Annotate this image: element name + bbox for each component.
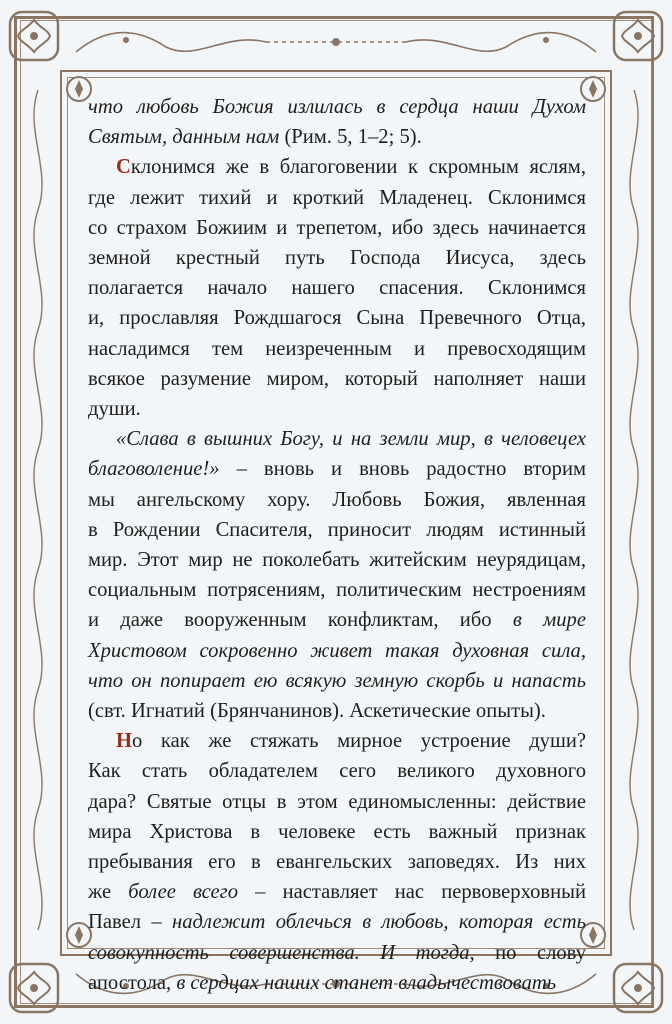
drop-cap-letter: Н: [116, 730, 133, 753]
italic-text-segment: что он попирает ею всякую земную скорбь и напасть: [88, 669, 586, 692]
text-line: [88, 938, 586, 968]
drop-cap-letter: С: [116, 156, 131, 179]
text-line: [88, 726, 586, 756]
text-line: [88, 92, 586, 122]
text-segment: со страхом Божиим и трепетом, ибо здесь начинается: [88, 216, 586, 239]
italic-text-segment: в сердцах наших станет владычествовать: [176, 971, 557, 994]
corner-ornament-top-left-icon: [4, 6, 64, 66]
text-line: [88, 394, 586, 424]
text-segment: Как стать обладателем сего великого духовного: [88, 760, 586, 783]
text-segment: дара? Святые отцы в этом единомысленны: действие: [88, 790, 586, 813]
paragraph: [88, 92, 586, 152]
text-segment: мир. Этот мир не поколебать житейским неурядицам,: [88, 549, 586, 572]
text-segment: клонимся же в благоговении к скромным яслям,: [130, 156, 586, 179]
corner-ornament-bottom-left-icon: [4, 958, 64, 1018]
corner-ornament-top-right-icon: [608, 6, 668, 66]
text-line: [88, 243, 586, 273]
text-line: [88, 696, 586, 726]
text-segment: всякое разумение миром, который наполняет наши: [88, 367, 586, 390]
text-segment: в Рождении Спасителя, приносит людям истинный: [88, 518, 586, 541]
paragraph: [88, 726, 586, 998]
text-line: [88, 877, 586, 907]
italic-text-segment: Святым, данным нам: [88, 126, 285, 149]
paragraph: [88, 424, 586, 726]
text-segment: пребывания его в евангельских заповедях. Из них: [88, 851, 586, 874]
text-segment: Павел –: [88, 911, 173, 934]
top-scroll-ornament-icon: [66, 22, 606, 66]
text-segment: – наставляет нас первоверховный: [238, 881, 586, 904]
text-line: [88, 152, 586, 182]
text-line: [88, 847, 586, 877]
italic-text-segment: «Слава в вышних Богу, и на земли мир, в человецех: [116, 428, 586, 451]
text-segment: социальным потрясениям, политическим нестроениям: [88, 579, 586, 602]
text-segment: мира Христова в человеке есть важный признак: [88, 820, 586, 843]
text-line: [88, 334, 586, 364]
italic-text-segment: что любовь Божия излилась в сердца наши Духом: [88, 96, 586, 118]
text-line: [88, 485, 586, 515]
document-text-body: [88, 92, 586, 998]
paragraph: [88, 152, 586, 424]
text-line: [88, 545, 586, 575]
text-line: [88, 636, 586, 666]
italic-text-segment: надлежит облечься в любовь, которая есть: [172, 911, 586, 934]
text-segment: (свт. Игнатий (Брянчанинов). Аскетические опыты).: [88, 700, 546, 723]
italic-text-segment: совокупность совершенства. И тогда,: [88, 941, 475, 964]
right-side-scroll-ornament-icon: [616, 90, 652, 930]
text-segment: о как же стяжать мирное устроение души?: [132, 730, 586, 753]
italic-text-segment: благоволение!»: [88, 458, 220, 481]
text-line: [88, 122, 586, 152]
text-segment: насладимся тем неизреченным и превосходящим: [88, 337, 586, 360]
text-segment: земной крестный путь Господа Иисуса, здесь: [88, 247, 586, 270]
text-segment: и даже вооруженным конфликтам, ибо: [88, 609, 513, 632]
text-segment: же: [88, 881, 129, 904]
text-segment: души.: [88, 398, 141, 421]
text-segment: и, прославляя Рождшагося Сына Превечного Отца,: [88, 307, 586, 330]
text-line: [88, 454, 586, 484]
text-segment: полагается начало нашего спасения. Склонимся: [88, 277, 586, 300]
corner-ornament-bottom-right-icon: [608, 958, 668, 1018]
text-line: [88, 303, 586, 333]
text-line: [88, 273, 586, 303]
left-side-scroll-ornament-icon: [20, 90, 56, 930]
text-line: [88, 907, 586, 937]
italic-text-segment: более всего: [128, 881, 239, 904]
text-segment: апостола,: [88, 971, 177, 994]
text-segment: – вновь и вновь радостно вторим: [219, 458, 586, 481]
text-line: [88, 424, 586, 454]
text-line: [88, 575, 586, 605]
text-line: [88, 213, 586, 243]
text-line: [88, 666, 586, 696]
text-line: [88, 515, 586, 545]
text-segment: где лежит тихий и кроткий Младенец. Склонимся: [88, 186, 586, 209]
text-line: [88, 968, 586, 998]
text-segment: мы ангельскому хору. Любовь Божия, явленная: [88, 488, 586, 511]
text-segment: (Рим. 5, 1–2; 5).: [284, 126, 422, 149]
text-line: [88, 817, 586, 847]
text-line: [88, 183, 586, 213]
text-line: [88, 756, 586, 786]
text-line: [88, 364, 586, 394]
text-line: [88, 787, 586, 817]
italic-text-segment: Христовом сокровенно живет такая духовная сила,: [88, 639, 586, 662]
text-segment: по слову: [474, 941, 586, 964]
italic-text-segment: в мире: [512, 609, 586, 632]
text-line: [88, 605, 586, 635]
